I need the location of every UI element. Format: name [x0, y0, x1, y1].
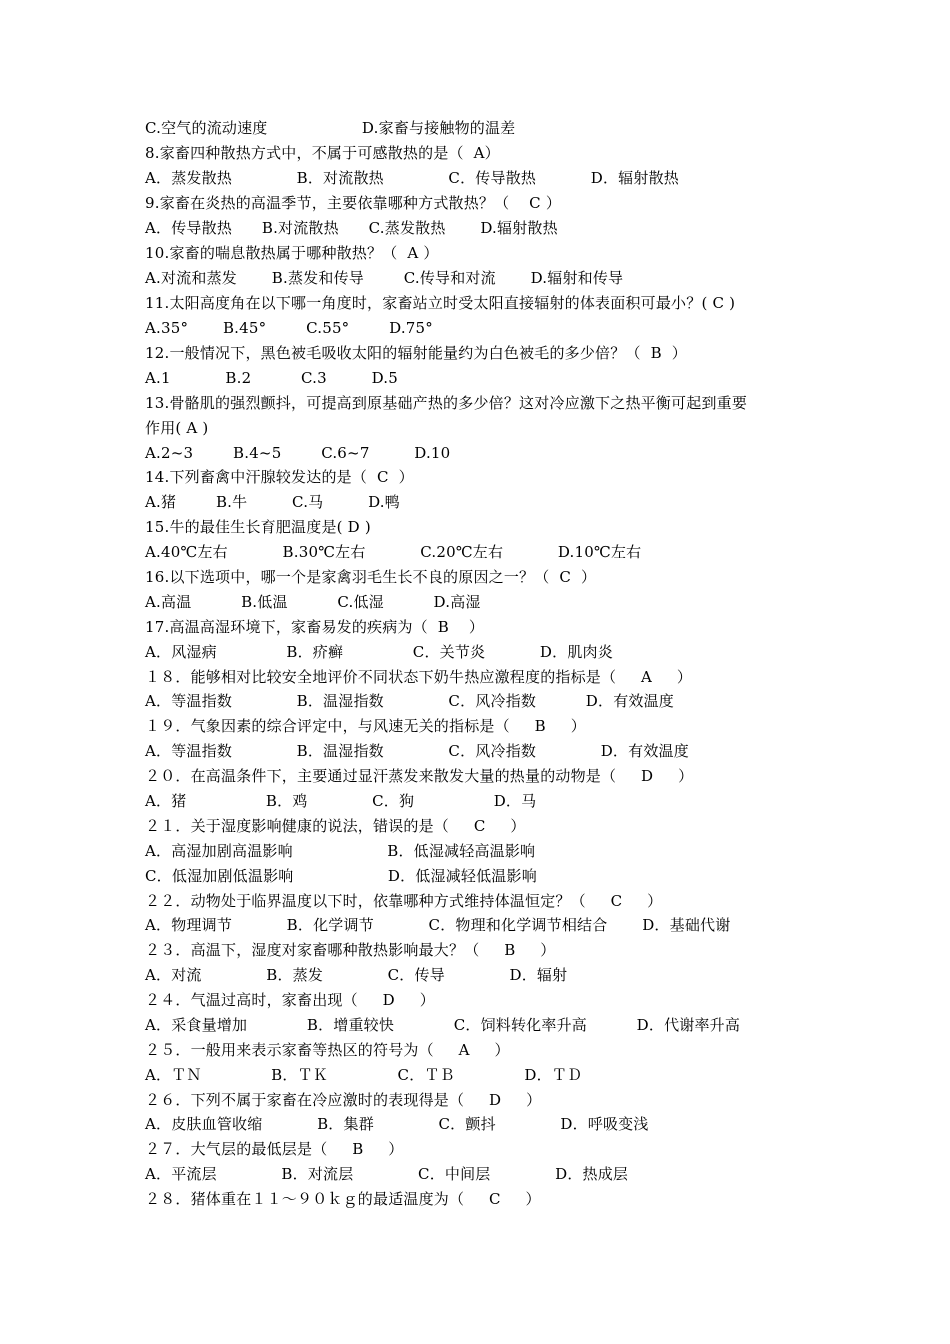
question-line: 13.骨骼肌的强烈颤抖，可提高到原基础产热的多少倍？这对冷应激下之热平衡可起到重要 [145, 394, 748, 412]
question-line: 9.家畜在炎热的高温季节，主要依靠哪种方式散热？（ C ） [145, 194, 562, 212]
options-line: A．平流层 B．对流层 C．中间层 D．热成层 [145, 1165, 629, 1183]
options-line: A．风湿病 B．疥癣 C．关节炎 D．肌肉炎 [145, 643, 613, 661]
options-line: A．等温指数 B．温湿指数 C．风冷指数 D．有效温度 [145, 742, 689, 760]
options-line: A．皮肤血管收缩 B．集群 C．颤抖 D．呼吸变浅 [145, 1115, 649, 1133]
question-line: ２８．猪体重在１１～９０ｋｇ的最适温度为（ C ） [145, 1190, 541, 1208]
question-line: ２３．高温下，湿度对家畜哪种散热影响最大？（ B ） [145, 941, 556, 959]
question-line: １９．气象因素的综合评定中，与风速无关的指标是（ B ） [145, 717, 586, 735]
question-line: 8.家畜四种散热方式中，不属于可感散热的是（ A） [145, 144, 500, 162]
question-line: ２４．气温过高时，家畜出现（ D ） [145, 991, 435, 1009]
options-line: A．采食量增加 B．增重较快 C．饲料转化率升高 D．代谢率升高 [145, 1016, 741, 1034]
options-line: A.40℃左右 B.30℃左右 C.20℃左右 D.10℃左右 [145, 543, 642, 561]
question-line: ２７．大气层的最低层是（ B ） [145, 1140, 404, 1158]
question-line: 14.下列畜禽中汗腺较发达的是（ C ） [145, 468, 414, 486]
options-line: A．猪 B．鸡 C．狗 D．马 [145, 792, 537, 810]
question-line: 作用( A ) [145, 419, 209, 437]
options-line: A．对流 B．蒸发 C．传导 D．辐射 [145, 966, 568, 984]
question-line: 17.高温高湿环境下，家畜易发的疾病为（ B ） [145, 618, 485, 636]
text-line: C.空气的流动速度 D.家畜与接触物的温差 [145, 119, 516, 137]
question-line: 11.太阳高度角在以下哪一角度时，家畜站立时受太阳直接辐射的体表面积可最小？( C ) [145, 294, 736, 312]
question-line: 16.以下选项中，哪一个是家禽羽毛生长不良的原因之一？（ C ） [145, 568, 597, 586]
question-line: 12.一般情况下，黑色被毛吸收太阳的辐射能量约为白色被毛的多少倍？（ B ） [145, 344, 687, 362]
options-line: A.2~3 B.4~5 C.6~7 D.10 [145, 444, 451, 462]
options-line: A.1 B.2 C.3 D.5 [145, 369, 398, 387]
question-line: 15.牛的最佳生长育肥温度是( D ) [145, 518, 371, 536]
question-line: ２６．下列不属于家畜在冷应激时的表现得是（ D ） [145, 1091, 542, 1109]
options-line: A.对流和蒸发 B.蒸发和传导 C.传导和对流 D.辐射和传导 [145, 269, 624, 287]
options-line: A．传导散热 B.对流散热 C.蒸发散热 D.辐射散热 [145, 219, 558, 237]
question-line: ２１．关于湿度影响健康的说法，错误的是（ C ） [145, 817, 526, 835]
options-line: A．物理调节 B．化学调节 C．物理和化学调节相结合 D．基础代谢 [145, 916, 731, 934]
options-line: A．蒸发散热 B．对流散热 C．传导散热 D．辐射散热 [145, 169, 679, 187]
question-line: ２２．动物处于临界温度以下时，依靠哪种方式维持体温恒定？（ C ） [145, 892, 663, 910]
options-line: A．高湿加剧高温影响 B．低湿减轻高温影响 [145, 842, 536, 860]
options-line: A.高温 B.低温 C.低湿 D.高湿 [145, 593, 481, 611]
question-line: ２５．一般用来表示家畜等热区的符号为（ A ） [145, 1041, 510, 1059]
options-line: C．低湿加剧低温影响 D．低湿减轻低温影响 [145, 867, 537, 885]
options-line: A．等温指数 B．温湿指数 C．风冷指数 D．有效温度 [145, 692, 675, 710]
question-line: １８．能够相对比较安全地评价不同状态下奶牛热应激程度的指标是（ A ） [145, 668, 693, 686]
options-line: A.35° B.45° C.55° D.75° [145, 319, 433, 337]
question-line: 10.家畜的喘息散热属于哪种散热？（ A ） [145, 244, 439, 262]
question-line: ２０．在高温条件下，主要通过显汗蒸发来散发大量的热量的动物是（ D ） [145, 767, 694, 785]
options-line: A．ＴＮ B．ＴＫ C．ＴＢ D．ＴＤ [145, 1066, 583, 1084]
options-line: A.猪 B.牛 C.马 D.鸭 [145, 493, 400, 511]
